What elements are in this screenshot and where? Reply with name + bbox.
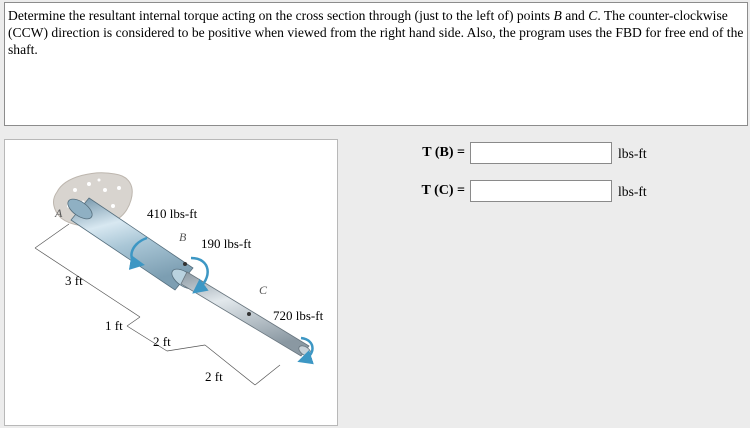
torque-720-label: 720 lbs-ft xyxy=(273,308,324,323)
torque-190-label: 190 lbs-ft xyxy=(201,236,252,251)
tc-input[interactable] xyxy=(470,180,612,202)
point-a-label: A xyxy=(55,206,63,220)
shaft-figure xyxy=(4,139,338,426)
dimension-1ft-label: 1 ft xyxy=(105,318,123,333)
tb-input[interactable] xyxy=(470,142,612,164)
dimension-3ft-label: 3 ft xyxy=(65,273,83,288)
problem-text: Determine the resultant internal torque acting on the cross section through (just to the left of) points xyxy=(8,8,554,23)
point-c-ref: C xyxy=(588,8,598,23)
tb-label: T (B) = xyxy=(422,145,465,160)
problem-statement xyxy=(4,2,748,126)
torque-410-label: 410 lbs-ft xyxy=(147,206,198,221)
problem-text: and xyxy=(561,8,589,23)
point-c-label: C xyxy=(259,283,268,297)
dimension-2ft-label: 2 ft xyxy=(205,369,223,384)
shaft-diagram xyxy=(5,140,339,427)
point-b-ref: B xyxy=(553,8,562,23)
tb-unit: lbs-ft xyxy=(618,146,647,161)
problem-text: . The counter-clockwise (CCW) direction is considered to be positive when viewed from the right hand side. Also, the program uses the FBD for free end of the shaft. xyxy=(8,8,744,57)
tc-label: T (C) = xyxy=(421,183,465,198)
tc-unit: lbs-ft xyxy=(618,184,647,199)
point-b-label: B xyxy=(179,230,187,244)
dimension-2ft-label: 2 ft xyxy=(153,334,171,349)
